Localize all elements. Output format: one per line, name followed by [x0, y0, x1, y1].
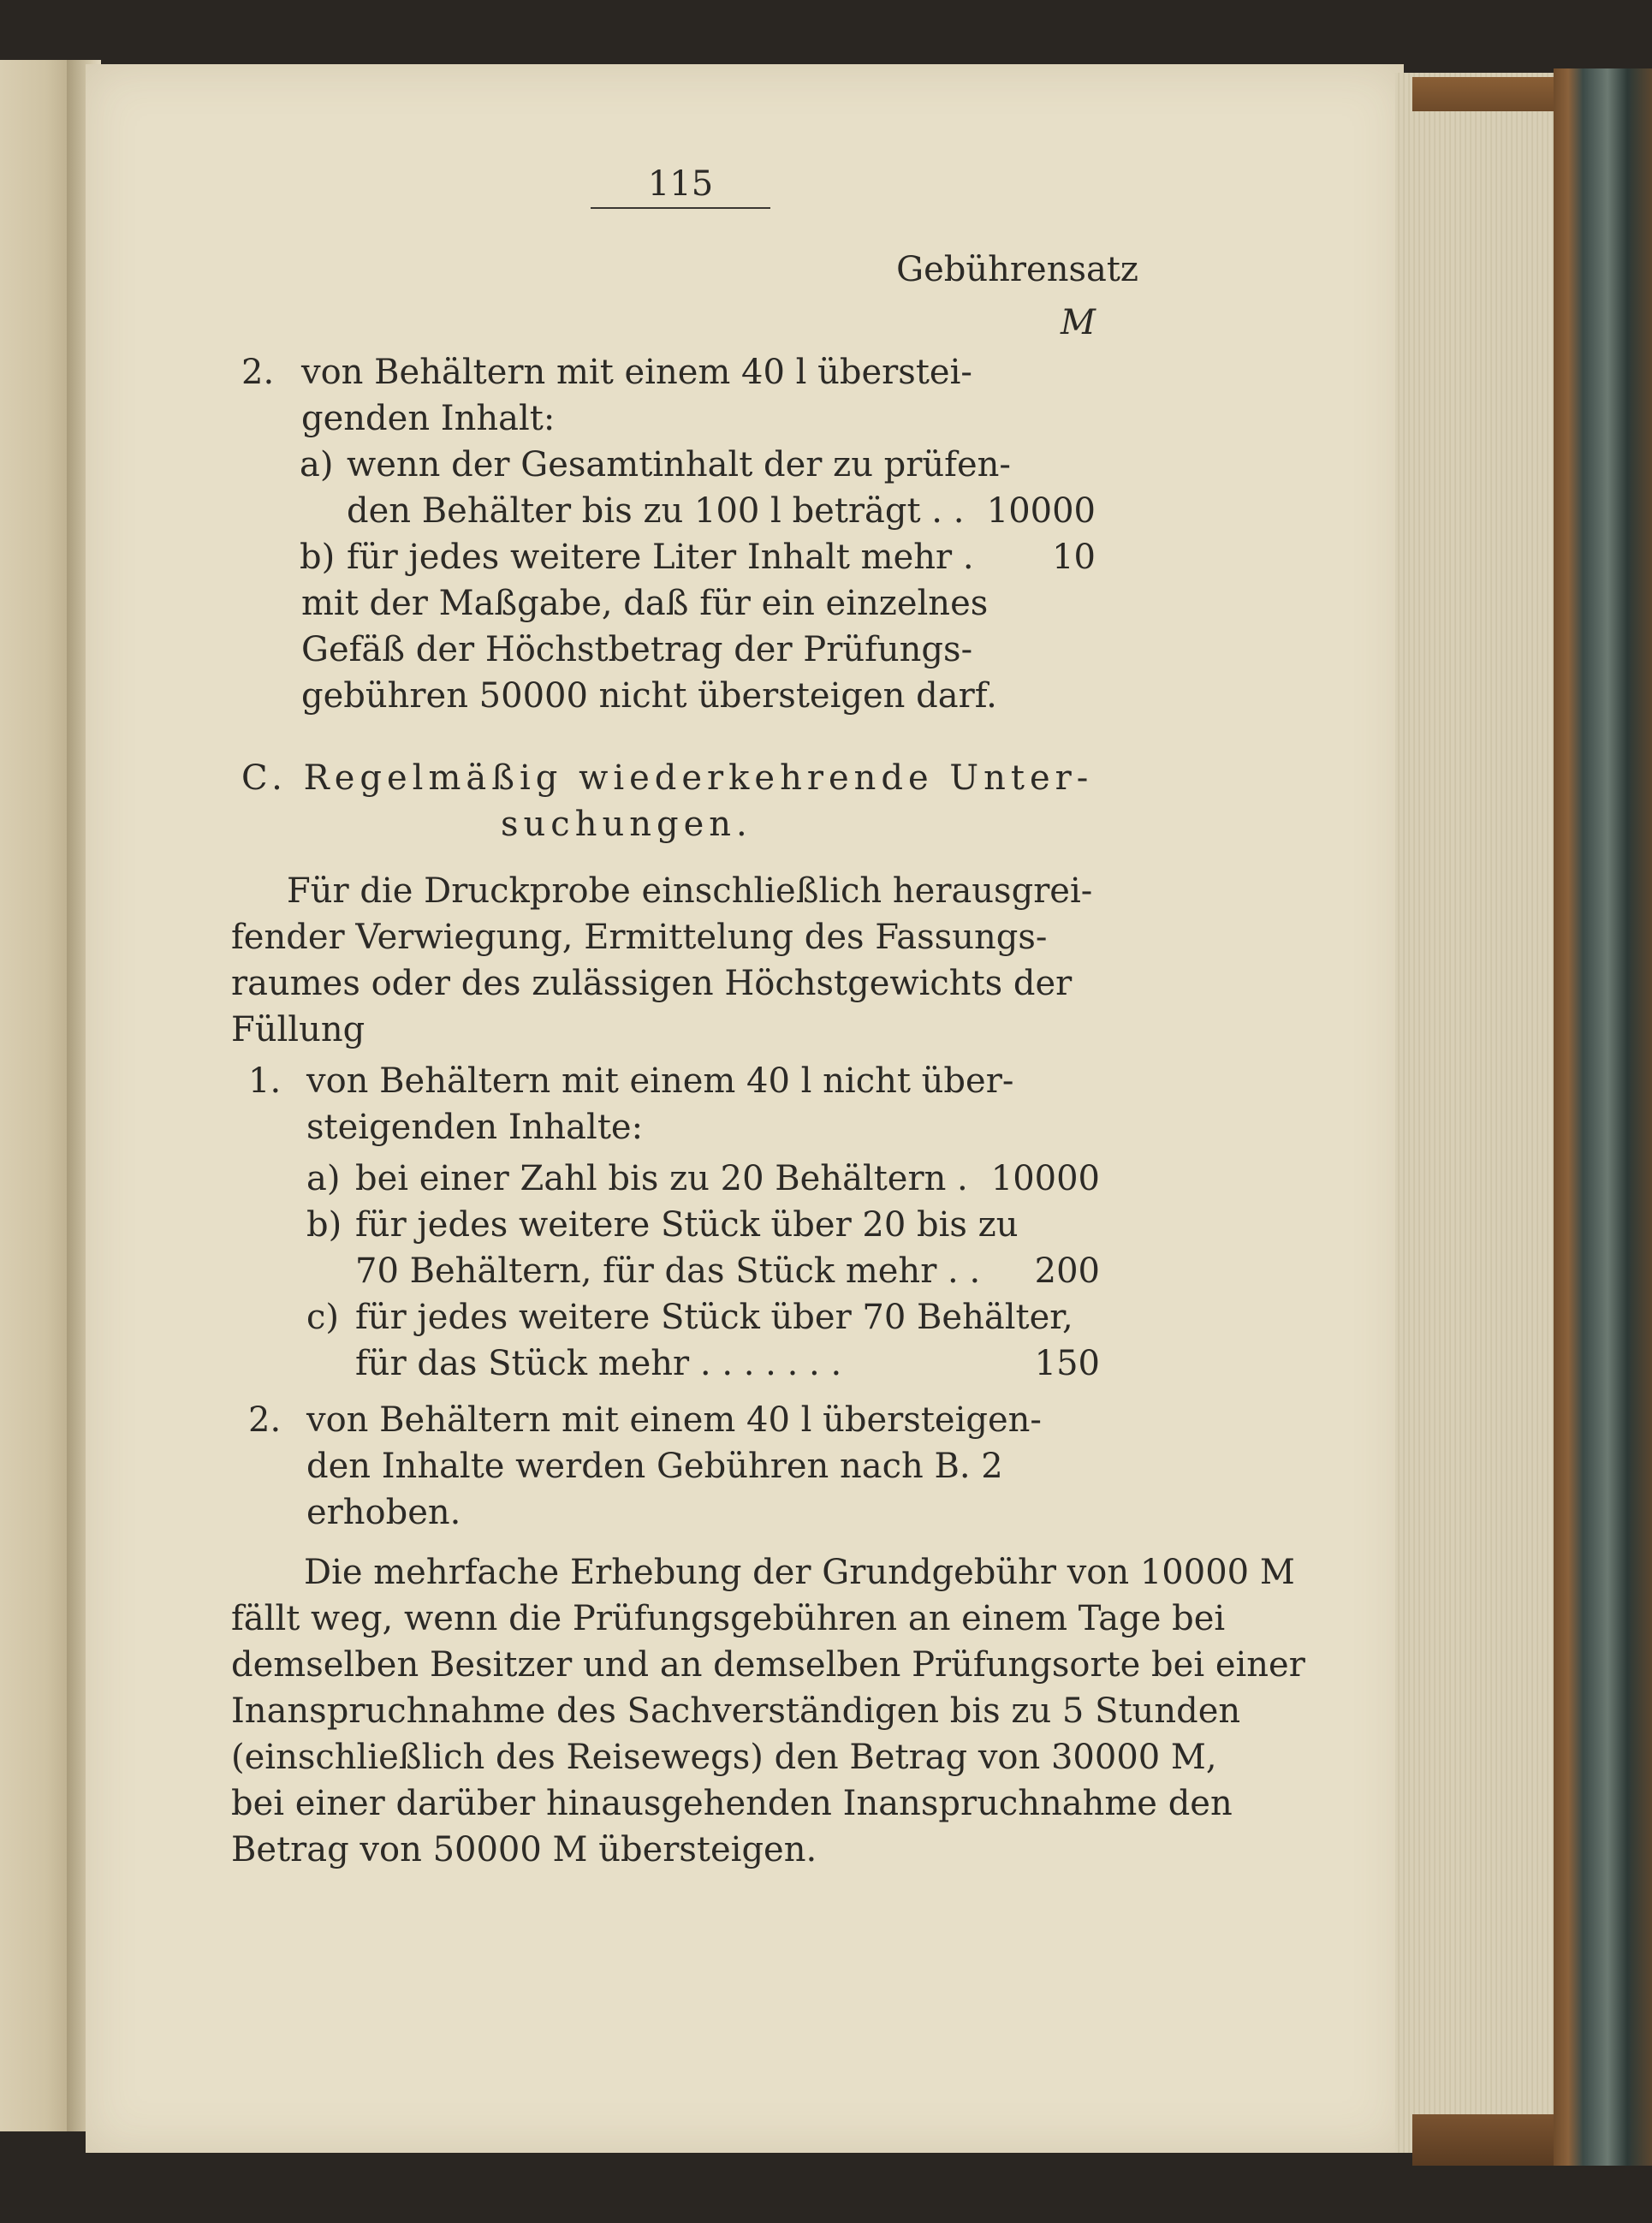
c-item1-number: 1. — [248, 1061, 282, 1101]
c-c-line1: für jedes weitere Stück über 70 Behälter, — [355, 1298, 1073, 1337]
page-number-rule — [591, 207, 770, 209]
b2-b-label: b) — [300, 538, 336, 577]
c-item1-line2: steigenden Inhalte: — [306, 1108, 644, 1147]
section-c-heading-line1: C. Regelmäßig wiederkehrende Unter- — [241, 758, 1094, 798]
left-page-edge — [0, 60, 77, 2131]
b2-a-label: a) — [300, 445, 334, 484]
c-b-label: b) — [306, 1205, 342, 1245]
closing-line6: bei einer darüber hinausgehenden Inanspruchnahme den — [231, 1784, 1233, 1823]
c-a-line1: bei einer Zahl bis zu 20 Behältern . — [355, 1159, 968, 1198]
closing-line5: (einschließlich des Reisewegs) den Betrag von 30000 M, — [231, 1738, 1217, 1777]
c-item2-line2: den Inhalte werden Gebühren nach B. 2 — [306, 1447, 1003, 1486]
section-c-heading-line2: suchungen. — [501, 805, 752, 844]
c-b-line1: für jedes weitere Stück über 20 bis zu — [355, 1205, 1019, 1245]
c-b-line2: 70 Behältern, für das Stück mehr . . — [355, 1251, 981, 1291]
c-a-label: a) — [306, 1159, 341, 1198]
b2-a-line2: den Behälter bis zu 100 l beträgt . . — [347, 491, 965, 531]
c-intro-line3: raumes oder des zulässigen Höchstgewichts der — [231, 964, 1073, 1003]
b2-note-line3: gebühren 50000 nicht übersteigen darf. — [301, 676, 997, 716]
b2-note-line1: mit der Maßgabe, daß für ein einzelnes — [301, 584, 989, 623]
b2-b-line1: für jedes weitere Liter Inhalt mehr . — [347, 538, 974, 577]
page-number: 115 — [647, 164, 714, 204]
fee-column-title: Gebührensatz — [896, 250, 1138, 289]
c-intro-line2: fender Verwiegung, Ermittelung des Fassungs- — [231, 918, 1048, 957]
currency-unit: M — [1061, 303, 1096, 342]
c-intro-line4: Füllung — [231, 1010, 365, 1049]
b2-number: 2. — [241, 353, 275, 392]
c-c-amount: 150 — [1034, 1344, 1100, 1383]
marbled-cover — [1554, 68, 1652, 2166]
c-item2-line3: erhoben. — [306, 1493, 461, 1532]
closing-line1: Die mehrfache Erhebung der Grundgebühr von 10000 M — [304, 1553, 1295, 1592]
b2-note-line2: Gefäß der Höchstbetrag der Prüfungs- — [301, 630, 973, 669]
page-edges — [1395, 73, 1562, 2153]
closing-line2: fällt weg, wenn die Prüfungsgebühren an einem Tage bei — [231, 1599, 1226, 1638]
c-c-line2: für das Stück mehr . . . . . . . — [355, 1344, 842, 1383]
c-intro-line1: Für die Druckprobe einschließlich herausgrei- — [287, 871, 1093, 911]
closing-line3: demselben Besitzer und an demselben Prüfungsorte bei einer — [231, 1645, 1305, 1685]
b2-b-amount: 10 — [1052, 538, 1096, 577]
c-item2-line1: von Behältern mit einem 40 l übersteigen- — [306, 1400, 1042, 1440]
closing-line4: Inanspruchnahme des Sachverständigen bis zu 5 Stunden — [231, 1691, 1241, 1731]
b2-line2: genden Inhalt: — [301, 399, 556, 438]
b2-a-amount: 10000 — [986, 491, 1096, 531]
closing-line7: Betrag von 50000 M übersteigen. — [231, 1830, 817, 1869]
b2-line1: von Behältern mit einem 40 l überstei- — [301, 353, 972, 392]
c-item2-number: 2. — [248, 1400, 282, 1440]
c-b-amount: 200 — [1034, 1251, 1100, 1291]
c-c-label: c) — [306, 1298, 340, 1337]
c-a-amount: 10000 — [990, 1159, 1100, 1198]
c-item1-line1: von Behältern mit einem 40 l nicht über- — [306, 1061, 1014, 1101]
b2-a-line1: wenn der Gesamtinhalt der zu prüfen- — [347, 445, 1011, 484]
